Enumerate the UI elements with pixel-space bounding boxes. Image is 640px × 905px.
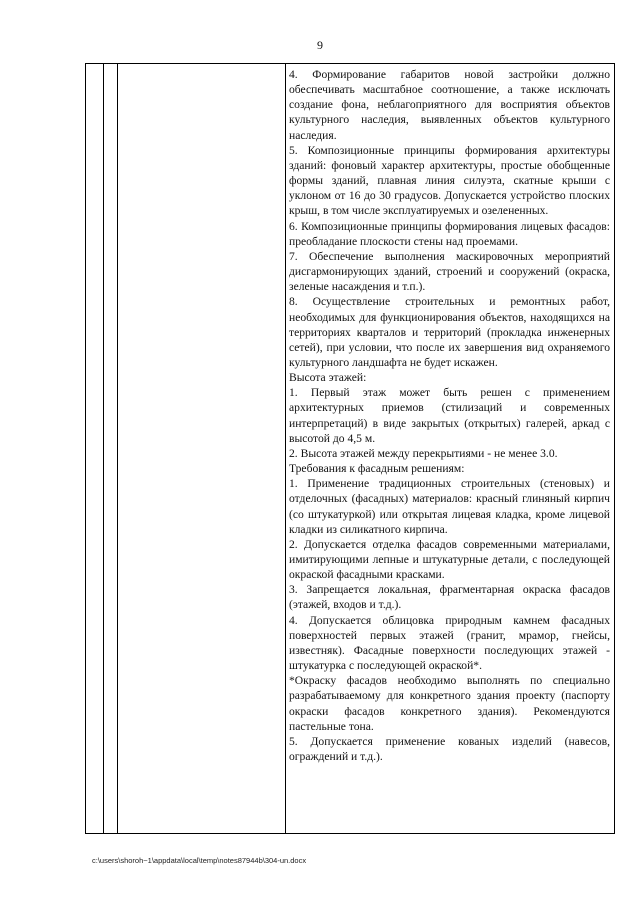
paragraph: 3. Запрещается локальная, фрагментарная окраска фасадов (этажей, входов и т.д.).	[289, 583, 610, 612]
column-divider-1	[103, 64, 104, 833]
footer-file-path: c:\users\shoroh~1\appdata\local\temp\notes87944b\304-un.docx	[92, 856, 307, 865]
paragraph: 1. Первый этаж может быть решен с применением архитектурных приемов (стилизаций и современных интерпретаций) в виде закрытых (открытых) галерей, аркад с высотой до 4,5 м.	[289, 386, 610, 445]
content-table	[85, 63, 615, 834]
requirements-cell	[289, 67, 610, 833]
paragraph: 5. Композиционные принципы формирования архитектуры зданий: фоновый характер архитектуры, простые обобщенные формы зданий, плавная линия силуэта, скатные крыши с уклоном от 16 до 30 градусов. Допускается устройство плоских крыш, в том числе эксплуатируемых и озелененных.	[289, 143, 610, 218]
page-number: 9	[317, 38, 323, 52]
paragraph: *Окраску фасадов необходимо выполнять по специально разрабатываемому для конкретного здания проекту (паспорту окраски фасадов конкретного здания). Рекомендуются пастельные тона.	[289, 674, 610, 733]
paragraph: 8. Осуществление строительных и ремонтных работ, необходимых для функционирования объектов, находящихся на территориях кварталов и территорий (прокладка инженерных сетей), при условии, что после их завершения вид охраняемого культурного ландшафта не будет искажен.	[289, 295, 610, 369]
column-divider-2	[117, 64, 118, 833]
paragraph: 4. Допускается облицовка природным камнем фасадных поверхностей первых этажей (гранит, мрамор, гнейсы, известняк). Фасадные поверхности последующих этажей - штукатурка с последующей окраской*.	[289, 613, 610, 673]
section-heading: Требования к фасадным решениям:	[289, 462, 465, 476]
paragraph: 7. Обеспечение выполнения маскировочных мероприятий дисгармонирующих зданий, строений и сооружений (окраска, зеленые насаждения и т.п.).	[289, 249, 610, 294]
paragraph: 6. Композиционные принципы формирования лицевых фасадов: преобладание плоскости стены над проемами.	[289, 219, 610, 248]
paragraph: 2. Высота этажей между перекрытиями - не менее 3.0.	[289, 446, 558, 460]
paragraph: 4. Формирование габаритов новой застройки должно обеспечивать масштабное соотношение, а также исключать создание фона, неблагоприятного для восприятия объектов культурного наследия, выявленных объектов культурного наследия.	[289, 68, 610, 142]
column-divider-3	[285, 64, 286, 833]
paragraph: 1. Применение традиционных строительных (стеновых) и отделочных (фасадных) материалов: красный глиняный кирпич (со штукатуркой) или открытая лицевая кладка, кроме лицевой кладки из силикатного кирпича.	[289, 477, 610, 536]
section-heading: Высота этажей:	[289, 371, 367, 385]
paragraph: 2. Допускается отделка фасадов современными материалами, имитирующими лепные и штукатурные детали, с последующей окраской фасадными красками.	[289, 537, 610, 582]
paragraph: 5. Допускается применение кованых изделий (навесов, ограждений и т.д.).	[289, 734, 610, 764]
